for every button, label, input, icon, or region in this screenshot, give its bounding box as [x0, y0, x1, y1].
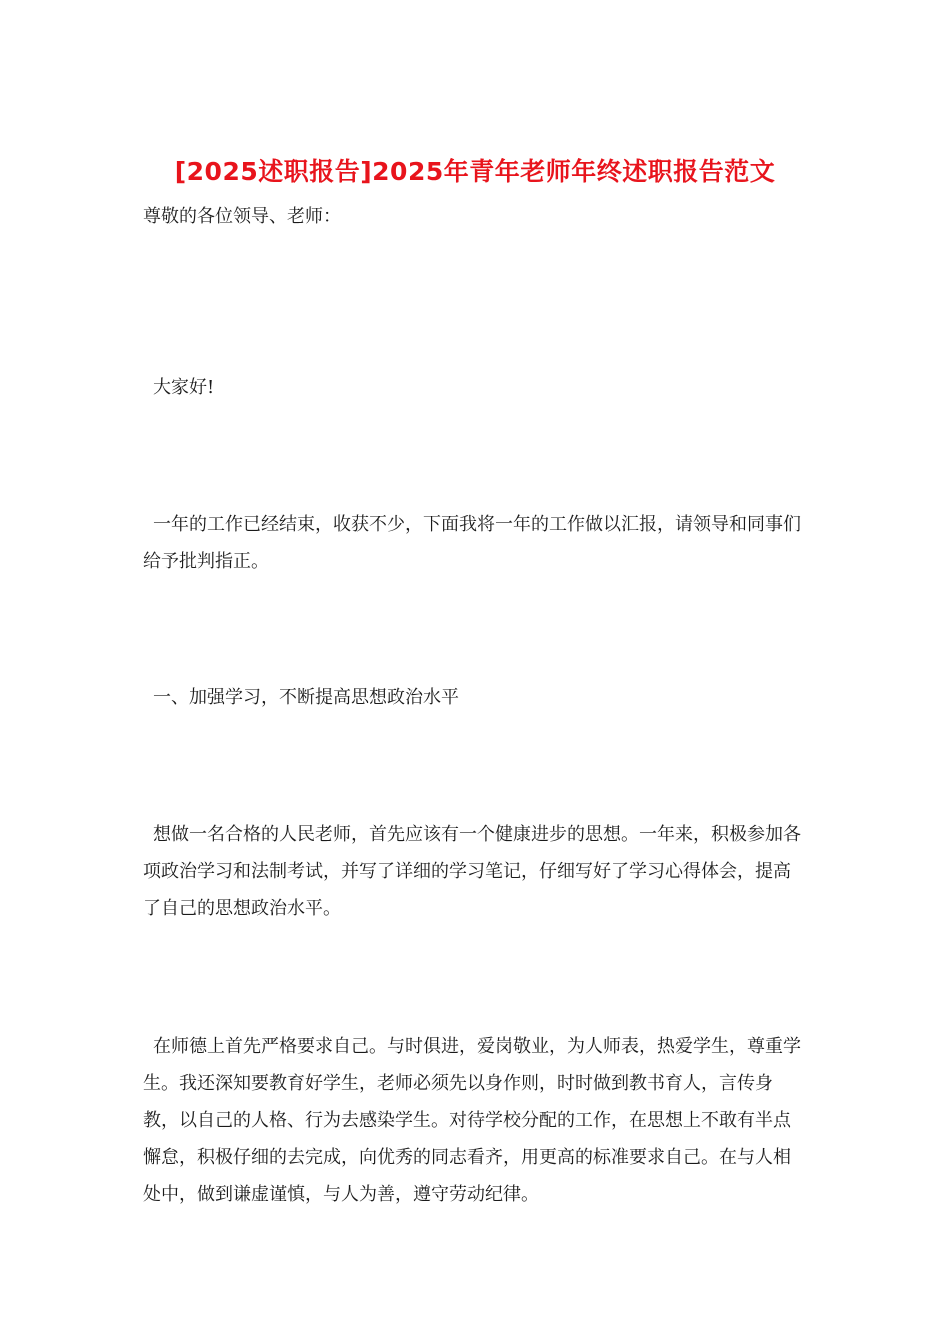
document-title: [2025述职报告]2025年青年老师年终述职报告范文	[174, 157, 776, 186]
greeting-line: 尊敬的各位领导、老师：	[143, 206, 341, 227]
section-heading: 一、加强学习，不断提高思想政治水平	[153, 687, 459, 708]
body-paragraph-1: 想做一名合格的人民老师，首先应该有一个健康进步的思想。一年来，积极参加各项政治学习和法制考试，并写了详细的学习笔记，仔细写好了学习心得体会，提高了自己的思想政治水平。	[143, 824, 801, 919]
salutation-line: 大家好!	[153, 377, 215, 398]
intro-paragraph: 一年的工作已经结束，收获不少，下面我将一年的工作做以汇报，请领导和同事们给予批判指正。	[143, 514, 801, 572]
body-paragraph-2: 在师德上首先严格要求自己。与时俱进，爱岗敬业，为人师表，热爱学生，尊重学生。我还深知要教育好学生，老师必须先以身作则，时时做到教书育人，言传身教，以自己的人格、行为去感染学生。对待学校分配的工作，在思想上不敢有半点懈怠，积极仔细的去完成，向优秀的同志看齐，用更高的标准要求自己。在与人相处中，做到谦虚谨慎，与人为善，遵守劳动纪律。	[143, 1036, 801, 1205]
